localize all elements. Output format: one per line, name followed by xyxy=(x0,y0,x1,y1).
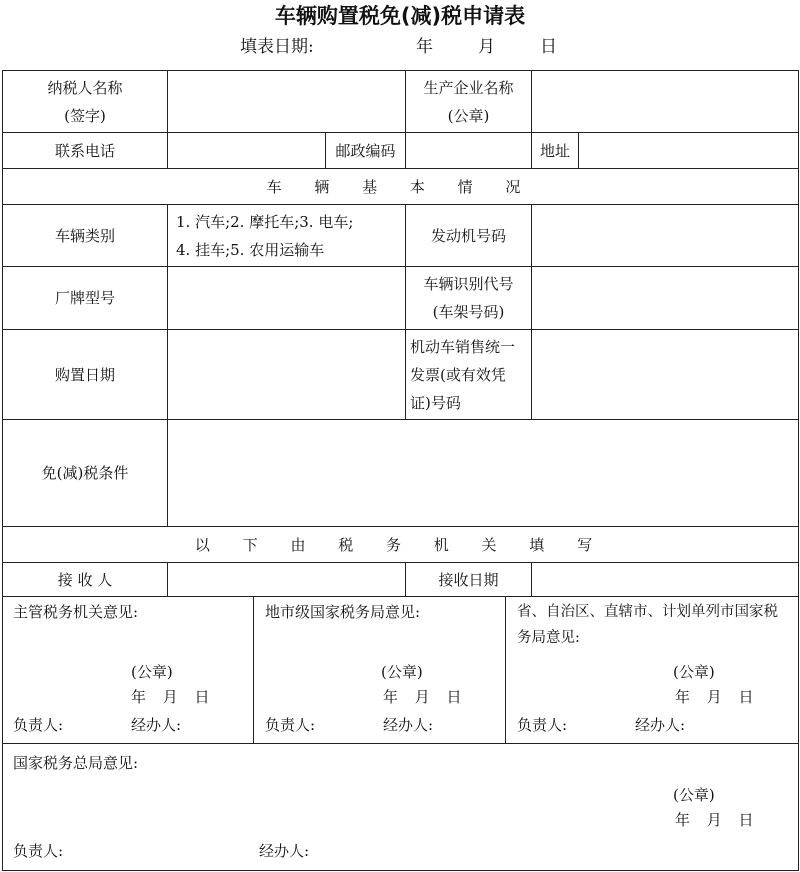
taxpayer-name-label: 纳税人名称 (签字) xyxy=(3,71,168,133)
local-tax-handler: 经办人: xyxy=(131,716,182,734)
receiver-field[interactable] xyxy=(168,563,406,597)
provincial-tax-opinion-title-line1: 省、自治区、直辖市、计划单列市国家税 xyxy=(517,604,778,620)
contact-row xyxy=(3,133,799,169)
brand-row xyxy=(3,267,799,330)
city-tax-date: 年 月 日 xyxy=(383,688,462,706)
provincial-tax-head: 负责人: xyxy=(517,716,568,734)
brand-model-field[interactable] xyxy=(168,267,406,330)
fill-date-year: 年 xyxy=(416,37,433,57)
engine-number-label: 发动机号码 xyxy=(406,205,532,267)
purchase-row xyxy=(3,330,799,420)
receive-date-label: 接收日期 xyxy=(406,563,532,597)
engine-number-field[interactable] xyxy=(532,205,799,267)
opinion-divider xyxy=(505,597,506,743)
state-tax-date: 年 月 日 xyxy=(675,811,754,829)
tax-section-row xyxy=(3,527,799,563)
local-tax-head: 负责人: xyxy=(13,716,64,734)
manufacturer-name-label: 生产企业名称 (公章) xyxy=(406,71,532,133)
opinions-row xyxy=(3,597,799,744)
city-tax-opinion-title: 地市级国家税务局意见: xyxy=(265,603,421,621)
vehicle-type-row xyxy=(3,205,799,267)
postcode-field[interactable] xyxy=(406,133,532,169)
taxpayer-row xyxy=(3,71,799,133)
address-field[interactable] xyxy=(579,133,799,169)
form-title: 车辆购置税免(减)税申请表 xyxy=(274,4,526,28)
receiver-label: 接 收 人 xyxy=(3,563,168,597)
invoice-number-label: 机动车销售统一 发票(或有效凭 证)号码 xyxy=(406,330,532,420)
fill-date-day: 日 xyxy=(540,37,557,57)
city-tax-handler: 经办人: xyxy=(383,716,434,734)
invoice-number-field[interactable] xyxy=(532,330,799,420)
postcode-label: 邮政编码 xyxy=(326,133,406,169)
purchase-date-label: 购置日期 xyxy=(3,330,168,420)
provincial-tax-opinion-title-line2: 务局意见: xyxy=(517,630,580,646)
vehicle-section-row xyxy=(3,169,799,205)
vehicle-section-heading: 车 辆 基 本 情 况 xyxy=(3,169,799,205)
local-tax-opinion-title: 主管税务机关意见: xyxy=(13,603,139,621)
tax-authority-section-heading: 以 下 由 税 务 机 关 填 写 xyxy=(3,527,799,563)
brand-model-label: 厂牌型号 xyxy=(3,267,168,330)
manufacturer-name-field[interactable] xyxy=(532,71,799,133)
state-tax-opinion-title: 国家税务总局意见: xyxy=(13,754,139,772)
fill-date-label: 填表日期: xyxy=(240,37,314,57)
purchase-date-field[interactable] xyxy=(168,330,406,420)
vehicle-type-options[interactable]: 1. 汽车;2. 摩托车;3. 电车; 4. 挂车;5. 农用运输车 xyxy=(168,205,406,267)
receive-date-field[interactable] xyxy=(532,563,799,597)
receiver-row xyxy=(3,563,799,597)
phone-field[interactable] xyxy=(168,133,326,169)
application-form-table xyxy=(2,70,799,871)
vehicle-type-label: 车辆类别 xyxy=(3,205,168,267)
local-tax-date: 年 月 日 xyxy=(131,688,210,706)
phone-label: 联系电话 xyxy=(3,133,168,169)
state-tax-handler: 经办人: xyxy=(259,842,310,860)
provincial-tax-handler: 经办人: xyxy=(635,716,686,734)
provincial-tax-seal: (公章) xyxy=(673,663,715,681)
state-tax-head: 负责人: xyxy=(13,842,64,860)
address-label: 地址 xyxy=(532,133,579,169)
opinion-divider xyxy=(253,597,254,743)
vin-label: 车辆识别代号 (车架号码) xyxy=(406,267,532,330)
local-tax-seal: (公章) xyxy=(131,663,173,681)
provincial-tax-date: 年 月 日 xyxy=(675,688,754,706)
taxpayer-name-field[interactable] xyxy=(168,71,406,133)
state-opinion-row xyxy=(3,744,799,871)
exemption-row xyxy=(3,420,799,527)
city-tax-seal: (公章) xyxy=(381,663,423,681)
vin-field[interactable] xyxy=(532,267,799,330)
exemption-condition-label: 免(减)税条件 xyxy=(3,420,168,527)
state-tax-seal: (公章) xyxy=(673,786,715,804)
city-tax-head: 负责人: xyxy=(265,716,316,734)
exemption-condition-field[interactable] xyxy=(168,420,799,527)
fill-date-month: 月 xyxy=(478,37,495,57)
